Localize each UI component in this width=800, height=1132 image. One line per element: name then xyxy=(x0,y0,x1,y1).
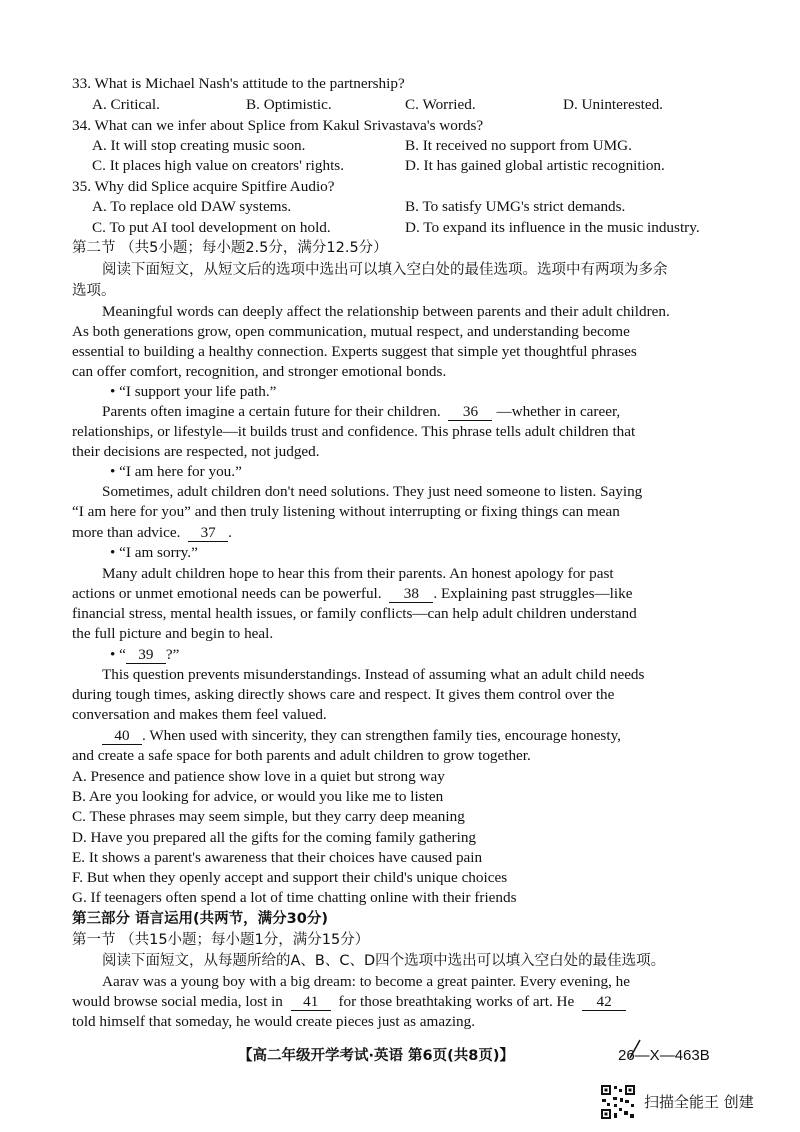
q34-option-d: D. It has gained global artistic recognition. xyxy=(405,157,665,174)
passage-p4-line3: financial stress, mental health issues, or family conflicts—can help adult children understand xyxy=(72,605,637,622)
q35-option-b: B. To satisfy UMG's strict demands. xyxy=(405,198,626,215)
blank-36: 36 xyxy=(448,404,492,421)
passage-p3-line1: Sometimes, adult children don't need solutions. They just need someone to listen. Saying xyxy=(102,483,643,500)
section2-heading: 第二节 （共5小题；每小题2.5分，满分12.5分） xyxy=(72,240,388,256)
passage-p6-line1 xyxy=(102,726,621,746)
q33-option-b: B. Optimistic. xyxy=(246,96,332,113)
passage-p5-line2: during tough times, asking directly shows care and respect. It gives them control over the xyxy=(72,686,615,703)
passage-p1-line3: essential to building a healthy connection. Experts suggest that simple yet thoughtful phrases xyxy=(72,343,637,360)
passage-p3-text: more than advice. xyxy=(72,524,181,541)
subheading-question-open: • “ xyxy=(110,646,126,663)
passage-p4-text-a: actions or unmet emotional needs can be powerful. xyxy=(72,585,382,602)
passage-p6-line2: and create a safe space for both parents and adult children to grow together. xyxy=(72,747,531,764)
option-d: D. Have you prepared all the gifts for the coming family gathering xyxy=(72,829,477,846)
q35-option-c: C. To put AI tool development on hold. xyxy=(92,219,331,236)
option-c: C. These phrases may seem simple, but they carry deep meaning xyxy=(72,808,465,825)
blank-42: 42 xyxy=(582,994,626,1011)
passage-p1-line1: Meaningful words can deeply affect the relationship between parents and their adult children. xyxy=(102,303,670,320)
passage-p2-text-a: Parents often imagine a certain future for their children. xyxy=(102,403,441,420)
passage-p1-line2: As both generations grow, open communication, mutual respect, and understanding become xyxy=(72,323,630,340)
subheading-question xyxy=(110,645,179,665)
scanner-watermark: 扫描全能王 创建 xyxy=(644,1093,754,1111)
part3-passage-text-b: for those breathtaking works of art. He xyxy=(338,993,575,1010)
subheading-question-close: ?” xyxy=(165,646,180,663)
passage-p1-line4: can offer comfort, recognition, and stronger emotional bonds. xyxy=(72,363,447,380)
passage-p3-line3: more than advice. 37 . xyxy=(72,524,232,541)
section2-instruction-line2: 选项。 xyxy=(72,283,116,299)
part3-heading: 第三部分 语言运用(共两节，满分30分) xyxy=(72,911,328,927)
passage-p2-text-b: —whether in career, xyxy=(496,403,621,420)
q34-option-a: A. It will stop creating music soon. xyxy=(92,137,306,154)
passage-p2-line1 xyxy=(102,402,620,422)
passage-p4-line4: the full picture and begin to heal. xyxy=(72,625,274,642)
part3-passage-line2 xyxy=(72,992,626,1012)
passage-p4-line1: Many adult children hope to hear this from their parents. An honest apology for past xyxy=(102,565,614,582)
blank-37: 37 xyxy=(188,525,228,542)
passage-p5-line1: This question prevents misunderstandings. Instead of assuming what an adult child needs xyxy=(102,666,645,683)
subheading-support: • “I support your life path.” xyxy=(110,383,277,400)
passage-p5-line3: conversation and makes them feel valued. xyxy=(72,706,327,723)
qr-code-icon xyxy=(600,1084,636,1120)
part3-instruction: 阅读下面短文，从每题所给的A、B、C、D四个选项中选出可以填入空白处的最佳选项。 xyxy=(102,953,666,969)
option-g: G. If teenagers often spend a lot of time chatting online with their friends xyxy=(72,889,517,906)
q35-option-d: D. To expand its influence in the music industry. xyxy=(405,219,700,236)
q33-option-a: A. Critical. xyxy=(92,96,160,113)
option-f: F. But when they openly accept and support their child's unique choices xyxy=(72,869,508,886)
passage-p2-line2: relationships, or lifestyle—it builds trust and confidence. This phrase tells adult children that xyxy=(72,423,636,440)
section2-instruction-line1: 阅读下面短文，从短文后的选项中选出可以填入空白处的最佳选项。选项中有两项为多余 xyxy=(102,262,668,278)
option-e: E. It shows a parent's awareness that their choices have caused pain xyxy=(72,849,483,866)
passage-p2-line3: their decisions are respected, not judged. xyxy=(72,443,320,460)
part3-passage-line3: told himself that someday, he would create pieces just as amazing. xyxy=(72,1013,476,1030)
passage-p4-line2 xyxy=(72,584,632,604)
part3-passage-line1: Aarav was a young boy with a big dream: to become a great painter. Every evening, he xyxy=(102,973,631,990)
blank-40: 40 xyxy=(102,728,142,745)
footer-code: 26—X—463B xyxy=(618,1047,710,1064)
blank-41: 41 xyxy=(291,994,331,1011)
q33-stem: 33. What is Michael Nash's attitude to the partnership? xyxy=(72,75,405,92)
option-b: B. Are you looking for advice, or would you like me to listen xyxy=(72,788,444,805)
q35-option-a: A. To replace old DAW systems. xyxy=(92,198,292,215)
part3-section1-heading: 第一节 （共15小题；每小题1分，满分15分） xyxy=(72,932,370,948)
part3-passage-text-a: would browse social media, lost in xyxy=(72,993,283,1010)
q34-option-b: B. It received no support from UMG. xyxy=(405,137,632,154)
subheading-sorry: • “I am sorry.” xyxy=(110,544,198,561)
footer-label: 【高二年级开学考试·英语 第6页(共8页)】 xyxy=(238,1048,514,1064)
passage-p4-text-b: . Explaining past struggles—like xyxy=(433,585,633,602)
option-a: A. Presence and patience show love in a quiet but strong way xyxy=(72,768,445,785)
pen-stroke-mark xyxy=(628,1038,642,1060)
q34-option-c: C. It places high value on creators' rights. xyxy=(92,157,344,174)
blank-39: 39 xyxy=(126,647,166,664)
passage-p6-text: . When used with sincerity, they can strengthen family ties, encourage honesty, xyxy=(142,727,621,744)
passage-p3-line2: “I am here for you” and then truly listening without interrupting or fixing things can mean xyxy=(72,503,620,520)
q34-stem: 34. What can we infer about Splice from Kakul Srivastava's words? xyxy=(72,117,484,134)
q33-option-c: C. Worried. xyxy=(405,96,476,113)
q35-stem: 35. Why did Splice acquire Spitfire Audio? xyxy=(72,178,335,195)
blank-38: 38 xyxy=(389,586,433,603)
subheading-here: • “I am here for you.” xyxy=(110,463,242,480)
q33-option-d: D. Uninterested. xyxy=(563,96,663,113)
